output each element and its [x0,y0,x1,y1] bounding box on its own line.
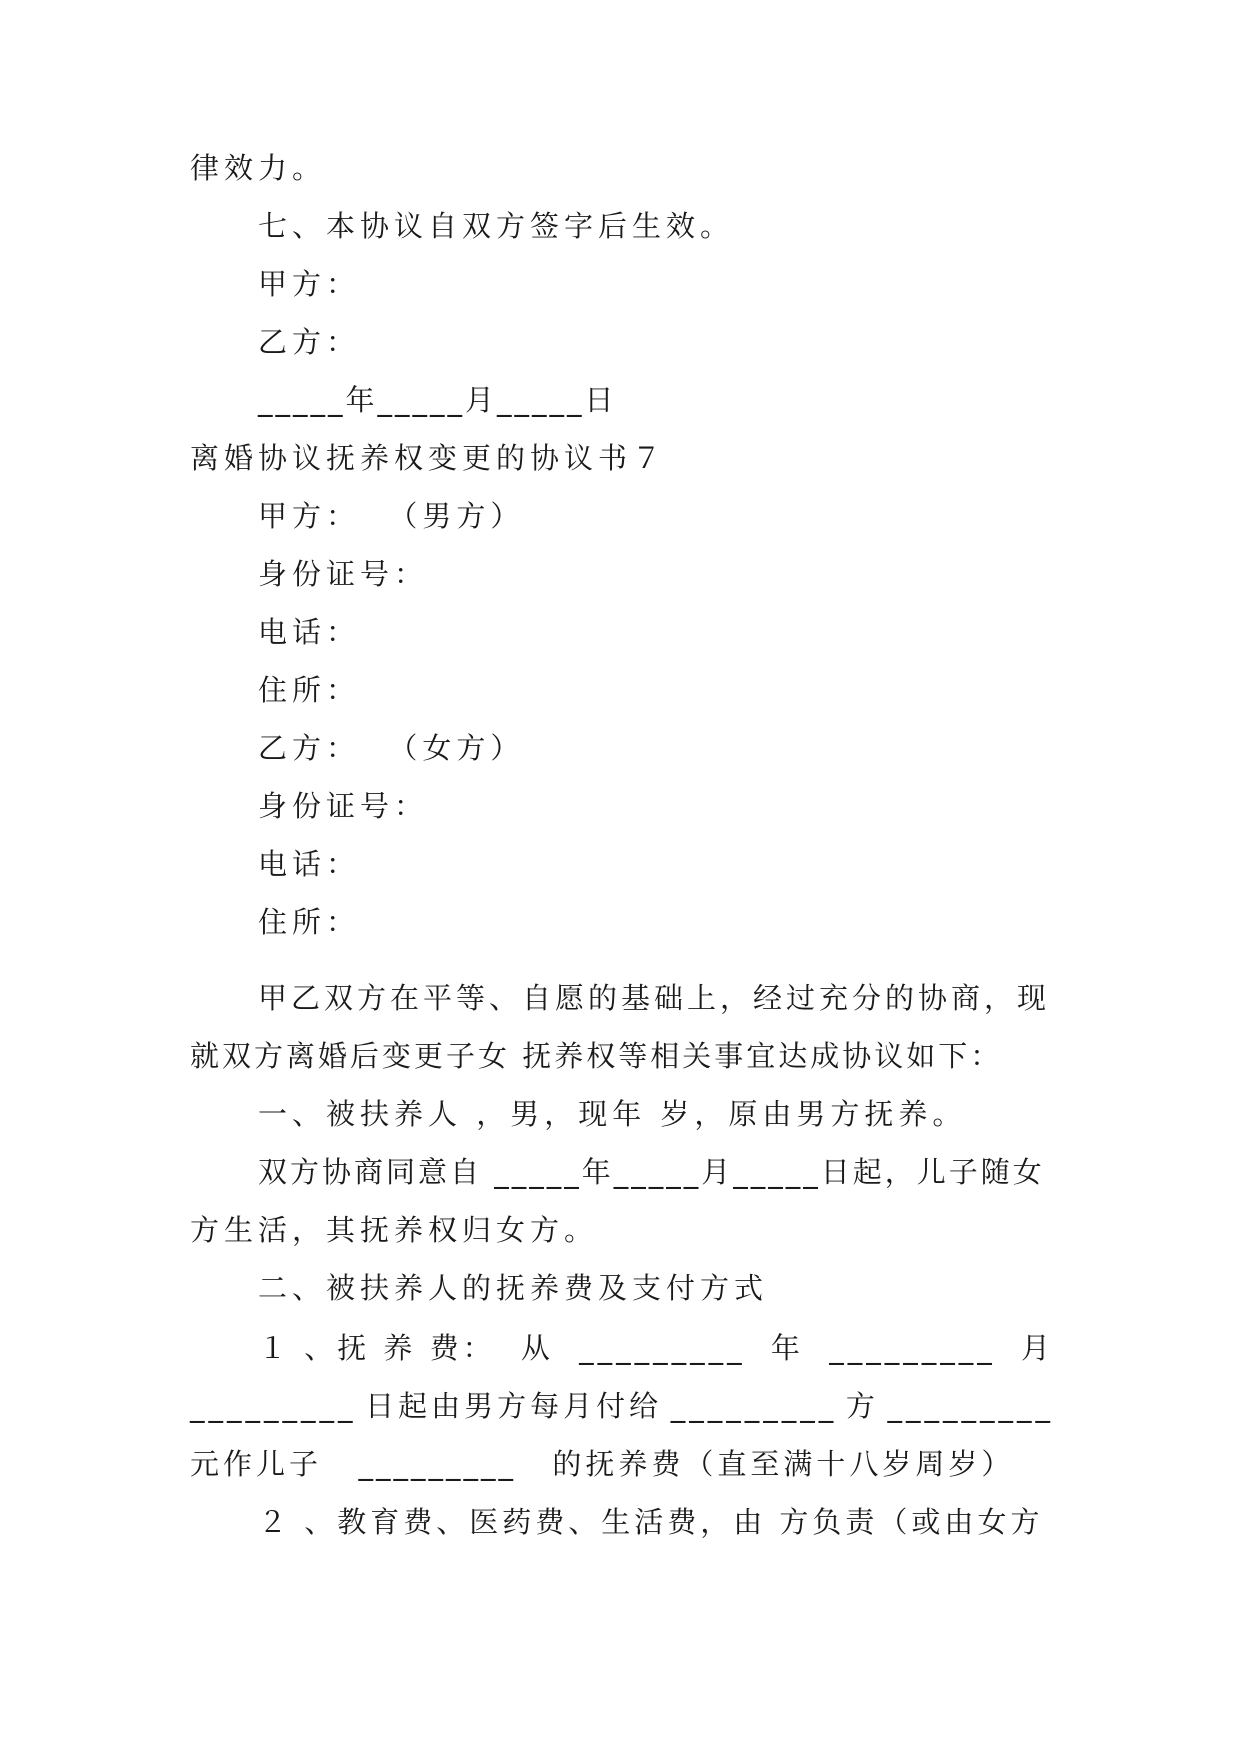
preamble-line-1: 甲乙双方在平等、自愿的基础上，经过充分的协商，现 [258,981,1051,1015]
party-b-id-label: 身份证号： [258,789,429,823]
custody-change-line-1: 双方协商同意自 _____年_____月_____日起，儿子随女 [258,1155,1045,1189]
party-b-address-label: 住所： [258,905,361,939]
clause-one: 一、被扶养人 ，男，现年 岁，原由男方抚养。 [258,1097,967,1131]
section-title: 离婚协议抚养权变更的协议书７ [190,441,667,475]
month-text: 月 [1020,1331,1054,1365]
preamble-line-2: 就双方离婚后变更子女 抚养权等相关事宜达成协议如下： [190,1039,1003,1073]
from-text: 从 [520,1331,554,1365]
party-b-phone-label: 电话： [258,847,361,881]
currency-text: 元作儿子 [190,1447,323,1481]
support-fee-line-1 [258,1330,1054,1366]
support-fee-line-3 [190,1446,1014,1482]
payee-blank: _________ [670,1389,838,1423]
year-text: 年 [770,1331,804,1365]
amount-blank: _________ [887,1389,1054,1423]
clause-two-heading: 二、被扶养人的抚养费及支付方式 [258,1271,769,1305]
party-b-signature-label: 乙方： [258,325,361,359]
party-text: 方 [845,1389,879,1423]
date-line: _____年_____月_____日 [258,383,617,417]
payment-text: 日起由男方每月付给 [365,1389,663,1423]
party-a-phone-label: 电话： [258,615,361,649]
party-a-address-label: 住所： [258,673,361,707]
party-a-signature-label: 甲方： [258,267,361,301]
support-fee-label: １ 、抚 养 费： [258,1331,496,1365]
child-blank: _________ [358,1447,516,1481]
year-blank: _________ [579,1331,746,1365]
party-b-label: 乙方： （女方） [258,731,525,765]
paragraph-continuation: 律效力。 [190,151,327,185]
support-until-text: 的抚养费（直至满十八岁周岁） [552,1447,1015,1481]
custody-change-line-2: 方生活，其抚养权归女方。 [190,1213,599,1247]
party-a-label: 甲方： （男方） [258,499,525,533]
clause-seven: 七、本协议自双方签字后生效。 [258,209,735,243]
party-a-id-label: 身份证号： [258,557,429,591]
clause-two-item-2: ２ 、教育费、医药费、生活费，由 方负责（或由女方 [258,1505,1044,1539]
month-blank: _________ [829,1331,996,1365]
support-fee-line-2 [190,1388,1054,1424]
day-blank: _________ [190,1389,357,1423]
